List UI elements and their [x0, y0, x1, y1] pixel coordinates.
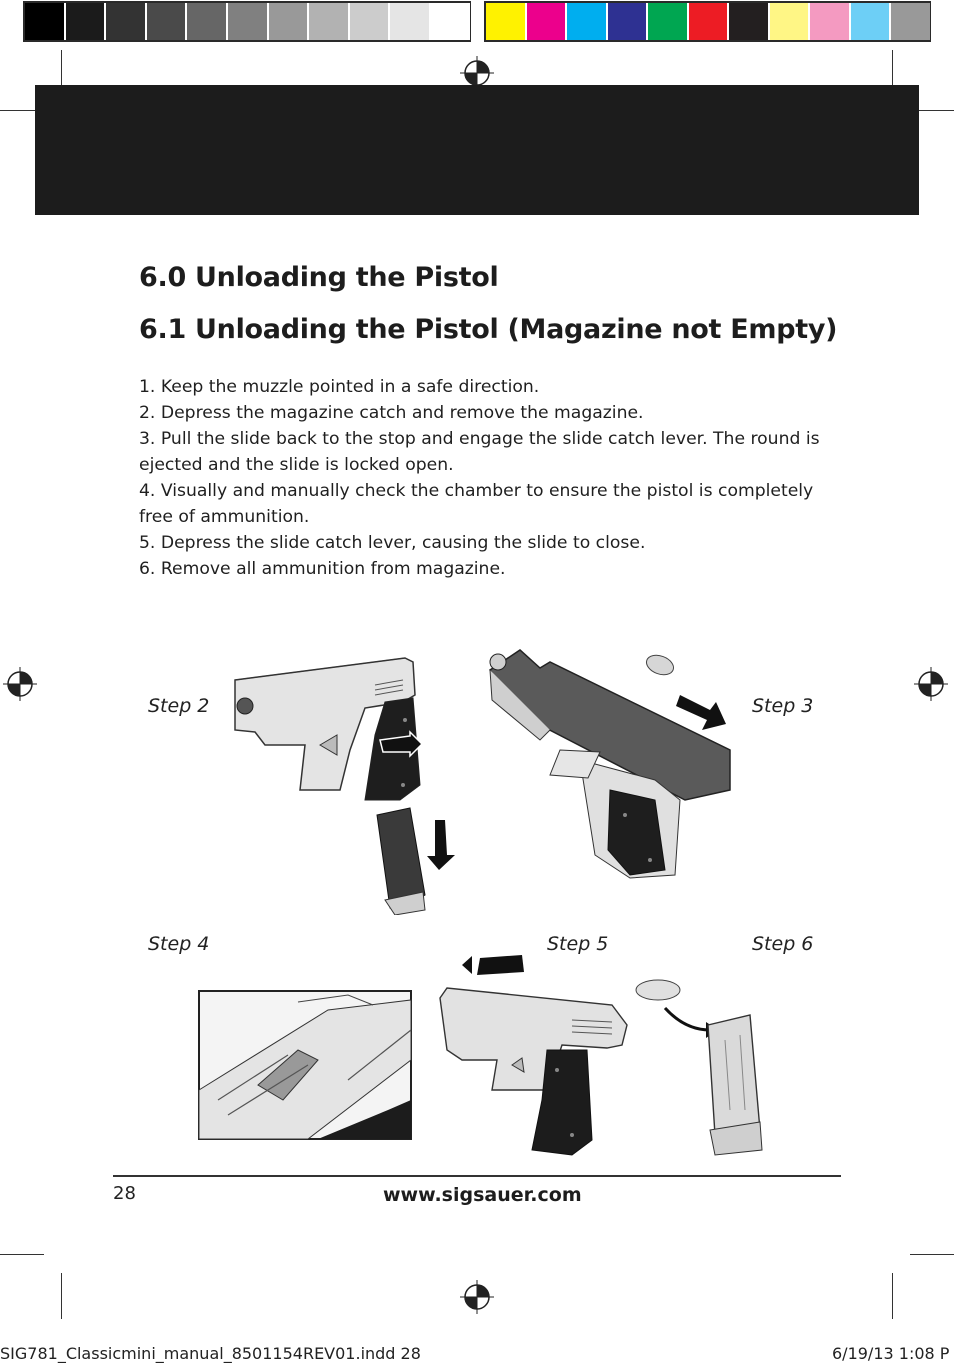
color-swatch: [810, 3, 849, 40]
figure-label-step6: Step 6: [752, 933, 814, 955]
color-swatch: [567, 3, 606, 40]
color-swatch: [228, 3, 267, 40]
step5-pistol-illustration: [432, 950, 637, 1160]
color-swatch: [729, 3, 768, 40]
color-swatch: [147, 3, 186, 40]
registration-mark-icon: [460, 1280, 494, 1314]
step4-chamber-illustration: [198, 990, 412, 1140]
color-swatch: [486, 3, 525, 40]
color-swatch: [269, 3, 308, 40]
registration-mark-icon: [3, 667, 37, 701]
website-link[interactable]: www.sigsauer.com: [383, 1184, 582, 1206]
print-slug-date: 6/19/13 1:08 P: [832, 1344, 950, 1363]
color-swatch: [648, 3, 687, 40]
instruction-step: 4. Visually and manually check the chamber to ensure the pistol is completely free of ammunition.: [139, 481, 814, 527]
instruction-step: 5. Depress the slide catch lever, causing the slide to close.: [139, 533, 646, 553]
footer-rule: [113, 1175, 841, 1177]
section-subtitle: 6.1 Unloading the Pistol (Magazine not Empty): [139, 314, 838, 345]
color-swatch: [350, 3, 389, 40]
step6-magazine-illustration: [630, 970, 770, 1160]
color-swatch: [851, 3, 890, 40]
instruction-step: 3. Pull the slide back to the stop and engage the slide catch lever. The round is ejected and the slide is locked open.: [139, 429, 820, 475]
color-swatch: [106, 3, 145, 40]
color-swatch: [770, 3, 809, 40]
figure-label-step3: Step 3: [752, 695, 814, 717]
instruction-step: 1. Keep the muzzle pointed in a safe direction.: [139, 377, 540, 397]
color-swatch: [608, 3, 647, 40]
instruction-step: 6. Remove all ammunition from magazine.: [139, 559, 506, 579]
step2-pistol-illustration: [225, 640, 465, 915]
figure-label-step4: Step 4: [148, 933, 210, 955]
crop-mark: [0, 1254, 44, 1255]
crop-mark: [61, 1273, 62, 1319]
step3-pistol-illustration: [480, 640, 745, 885]
color-swatch: [431, 3, 470, 40]
instruction-steps: [139, 374, 849, 582]
color-swatch: [390, 3, 429, 40]
print-slug-filename: SIG781_Classicmini_manual_8501154REV01.indd 28: [0, 1344, 421, 1363]
instruction-step: 2. Depress the magazine catch and remove the magazine.: [139, 403, 644, 423]
crop-mark: [910, 1254, 954, 1255]
header-band: [35, 85, 919, 215]
color-swatch: [891, 3, 930, 40]
color-swatch: [66, 3, 105, 40]
color-swatch: [309, 3, 348, 40]
figure-label-step2: Step 2: [148, 695, 210, 717]
color-swatch: [689, 3, 728, 40]
color-swatch: [25, 3, 64, 40]
color-swatch: [187, 3, 226, 40]
registration-mark-icon: [914, 667, 948, 701]
section-title: 6.0 Unloading the Pistol: [139, 262, 499, 293]
crop-mark: [892, 1273, 893, 1319]
color-swatch: [527, 3, 566, 40]
figure-label-step5: Step 5: [547, 933, 609, 955]
page-number: 28: [113, 1183, 136, 1204]
